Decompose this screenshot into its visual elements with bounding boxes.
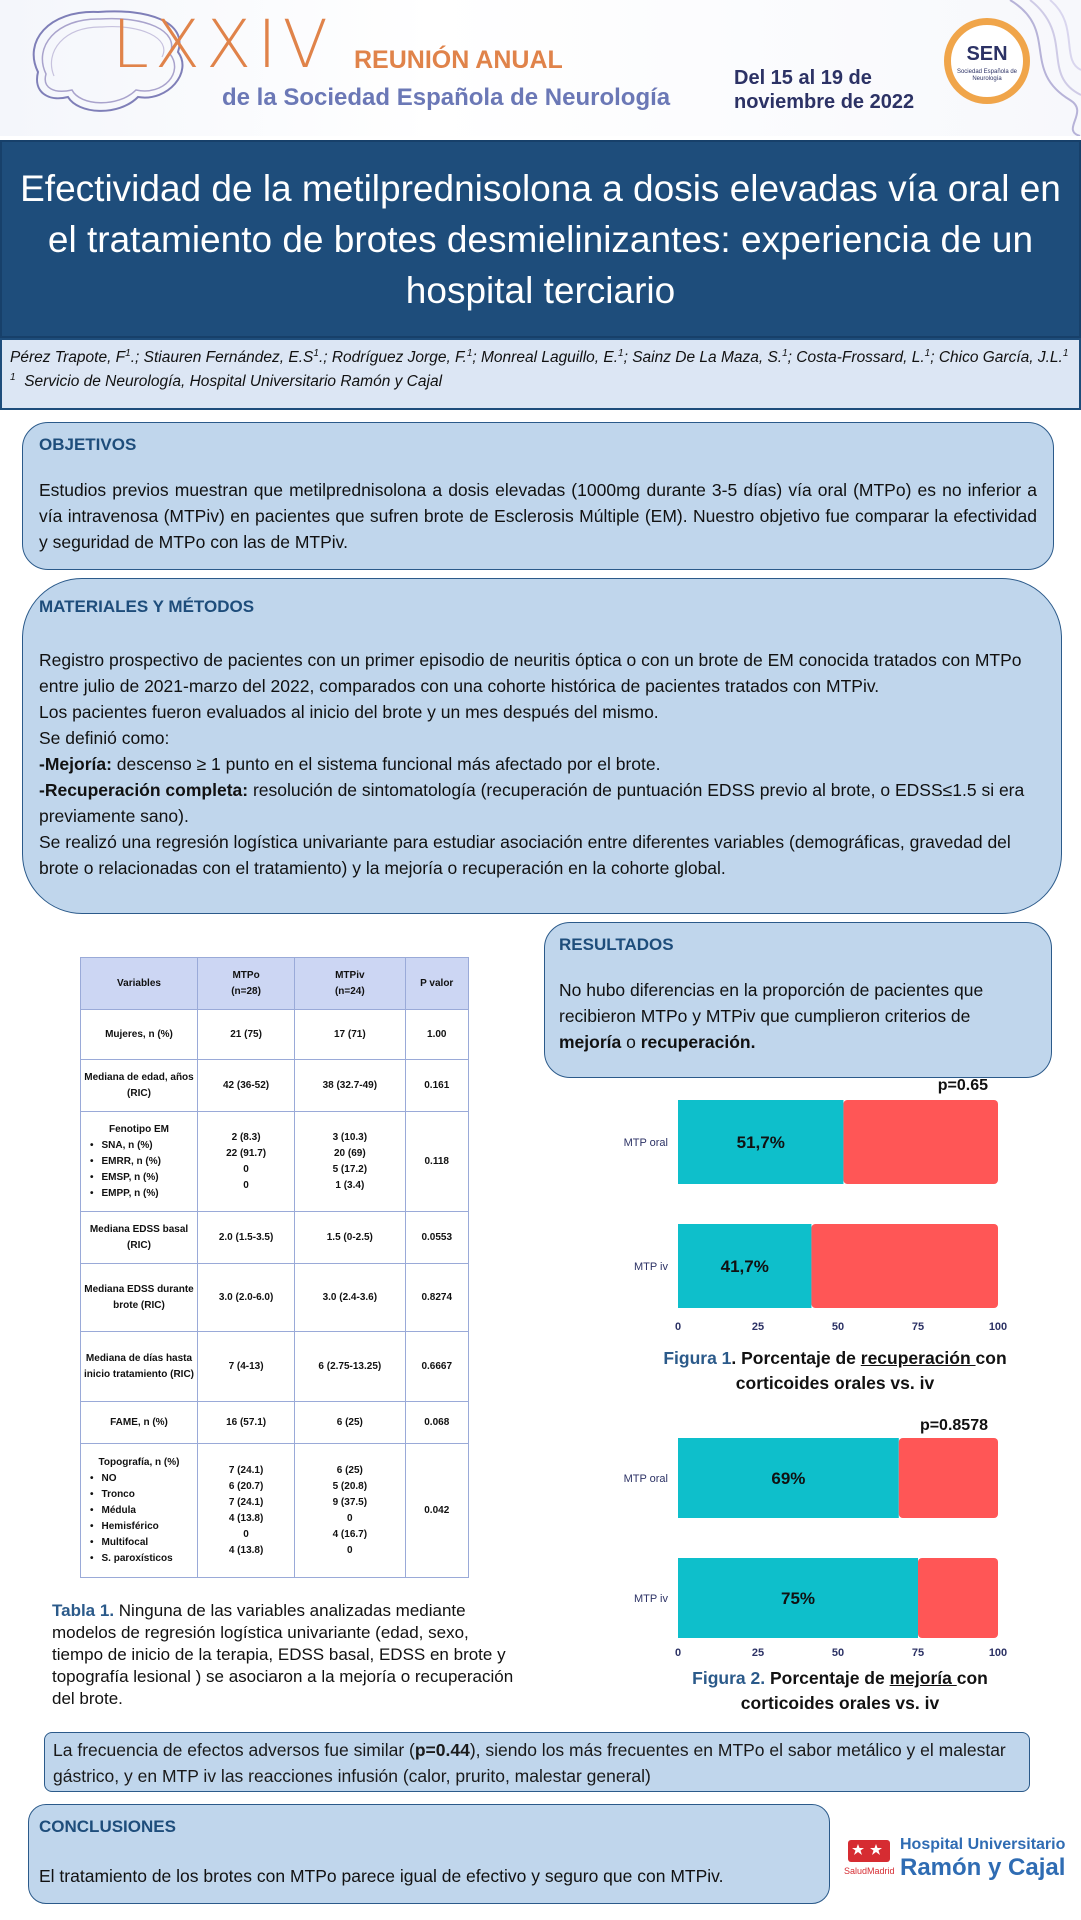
- x-tick-label: 25: [751, 1647, 765, 1659]
- cell-line: 0: [243, 1528, 249, 1540]
- recuperacion-label: -Recuperación completa:: [39, 780, 249, 800]
- figure2-svg: [604, 1418, 1044, 1668]
- objetivos-text: Estudios previos muestran que metilprednisolona a dosis elevadas (1000mg durante 3-5 días) vía oral (MTPo) es no inferior a vía intravenosa (MTPiv) en pacientes que sufren brote de Esclerosis Múltiple (EM). Nuestro objetivo fue comparar la efectividad y seguridad de MTPo con las de MTPiv.: [39, 480, 1037, 552]
- cell-line: 20 (69): [333, 1147, 366, 1159]
- chart-title: p=0.8578: [919, 1418, 988, 1434]
- madrid-stars-icon: [846, 1838, 892, 1864]
- table-header-row: [81, 958, 469, 1010]
- objetivos-section: [22, 422, 1054, 570]
- author-7: ; Chico García, J.L.: [930, 349, 1063, 367]
- author-sup: 1: [618, 348, 624, 359]
- list-item: • SNA, n (%): [90, 1138, 194, 1154]
- table-cell: [198, 1444, 295, 1578]
- table-row: [81, 1332, 469, 1402]
- fenotipo-list: [84, 1138, 194, 1202]
- author-sup: 1: [924, 348, 931, 359]
- table-cell: Mediana EDSS durante brote (RIC): [81, 1264, 198, 1332]
- adverse-text-b: ), siendo los más frecuentes en MTPo el sabor metálico y el malestar gástrico, y en MTP iv las reacciones infusión (calor, prurito, malestar general): [53, 1740, 1006, 1786]
- cell-line: 5 (20.8): [332, 1480, 368, 1492]
- bar-segment-rest: [918, 1558, 998, 1638]
- cell-line: 7 (24.1): [228, 1464, 264, 1476]
- x-tick-label: 50: [831, 1647, 845, 1659]
- topografia-label: Topografía, n (%): [98, 1456, 180, 1468]
- table-row: [81, 1010, 469, 1060]
- x-tick-label: 0: [674, 1321, 682, 1333]
- adverse-text-a: La frecuencia de efectos adversos fue similar (: [53, 1740, 415, 1760]
- metodos-body: [39, 647, 1045, 881]
- category-label: MTP oral: [623, 1473, 668, 1485]
- table-row: [81, 1060, 469, 1112]
- event-dates-line1: Del 15 al 19 de: [734, 67, 872, 89]
- recuperacion-text: resolución de sintomatología (recuperación de puntuación EDSS previo al brote, o EDSS≤1.5 si era previamente sano).: [39, 780, 1025, 826]
- table-cell: FAME, n (%): [81, 1402, 198, 1444]
- mtpo-n: (n=28): [231, 985, 261, 997]
- poster-title-box: [0, 140, 1081, 338]
- x-tick-label: 75: [911, 1321, 925, 1333]
- author-4: ; Monreal Laguillo, E.: [472, 349, 619, 367]
- table-cell: 2.0 (1.5-3.5): [198, 1212, 295, 1264]
- mejoria-label: -Mejoría:: [39, 754, 112, 774]
- table-header-mtpiv: [295, 958, 405, 1010]
- x-tick-label: 100: [988, 1321, 1008, 1333]
- resultados-recuperacion: recuperación.: [640, 1032, 756, 1052]
- figure1-caption: [630, 1346, 1040, 1396]
- table-cell: Mediana de días hasta inicio tratamiento (RIC): [81, 1332, 198, 1402]
- saludmadrid-text: SaludMadrid: [844, 1866, 895, 1876]
- figure2-caption: [660, 1666, 1020, 1716]
- sen-logo-text: SEN: [966, 43, 1008, 65]
- cell-line: 22 (91.7): [226, 1147, 267, 1159]
- x-tick-label: 75: [911, 1647, 925, 1659]
- bar-data-label: 69%: [771, 1469, 806, 1488]
- affiliation-sup: 1: [10, 372, 16, 384]
- cell-line: 7 (24.1): [228, 1496, 264, 1508]
- table-cell: 38 (32.7-49): [295, 1060, 405, 1112]
- figure2-post: con corticoides orales vs. iv: [740, 1668, 988, 1713]
- roman-numeral: LXXIV: [112, 6, 334, 83]
- cell-line: 4 (16.7): [332, 1528, 368, 1540]
- figure2-pre: Porcentaje de: [765, 1668, 890, 1688]
- metodos-recuperacion: [39, 777, 1045, 829]
- author-2: .; Stiauren Fernández, E.S: [130, 349, 314, 367]
- cell-line: 3 (10.3): [332, 1131, 368, 1143]
- chart-title: p=0.65: [937, 1077, 988, 1094]
- table-header-variables: Variables: [81, 958, 198, 1010]
- affiliation: [10, 368, 1071, 392]
- objetivos-heading: OBJETIVOS: [39, 435, 137, 454]
- sociedad-label: de la Sociedad Española de Neurología: [222, 84, 671, 111]
- metodos-p2: Los pacientes fueron evaluados al inicio del brote y un mes después del mismo.: [39, 702, 659, 722]
- hospital-logo: [840, 1836, 1076, 1880]
- bar-data-label: 75%: [780, 1589, 816, 1608]
- figure1-underlined: recuperación: [860, 1348, 976, 1368]
- poster-title: Efectividad de la metilprednisolona a dosis elevadas vía oral en el tratamiento de brotes desmielinizantes: experiencia de un hospital terciario: [20, 167, 1061, 311]
- cell-line: 4 (13.8): [228, 1512, 264, 1524]
- topografia-list: [84, 1471, 194, 1567]
- cell-line: 0: [243, 1163, 249, 1175]
- cell-line: 0: [347, 1512, 353, 1524]
- table-cell: [295, 1112, 405, 1212]
- table-row: [81, 1264, 469, 1332]
- author-sup: 1: [466, 348, 473, 359]
- table-cell: 6 (2.75-13.25): [295, 1332, 405, 1402]
- resultados-mejoria: mejoría: [559, 1032, 622, 1052]
- fenotipo-label: Fenotipo EM: [109, 1123, 169, 1135]
- bar-segment-rest: [843, 1100, 998, 1184]
- table-cell: 0.6667: [405, 1332, 469, 1402]
- table-caption-text: Ninguna de las variables analizadas mediante modelos de regresión logística univariante (edad, sexo, tiempo de inicio de la terapia, EDSS basal, EDSS en brote y topografía lesional ) se asociaron a la mejoría o recuperación del brote.: [52, 1601, 514, 1708]
- mtpiv-n: (n=24): [334, 985, 365, 997]
- list-item: • EMPP, n (%): [90, 1186, 194, 1202]
- mejoria-text: descenso ≥ 1 punto en el sistema funcional más afectado por el brote.: [111, 754, 661, 774]
- table-cell: 16 (57.1): [198, 1402, 295, 1444]
- table-row: [81, 1212, 469, 1264]
- table-cell: [81, 1444, 198, 1578]
- figure1-svg: [604, 1076, 1044, 1336]
- table-cell: 42 (36-52): [198, 1060, 295, 1112]
- table-row: [81, 1112, 469, 1212]
- figure2-chart: [604, 1418, 1044, 1673]
- cell-line: 2 (8.3): [231, 1131, 261, 1143]
- bar-data-label: 41,7%: [720, 1257, 769, 1276]
- author-3: .; Rodríguez Jorge, F.: [318, 349, 467, 367]
- table-caption-label: Tabla 1.: [52, 1601, 115, 1620]
- list-item: • Tronco: [90, 1487, 194, 1503]
- table-cell: 3.0 (2.4-3.6): [295, 1264, 405, 1332]
- figure2-label: Figura 2.: [692, 1668, 766, 1688]
- table-cell: 1.5 (0-2.5): [295, 1212, 405, 1264]
- list-item: • Multifocal: [90, 1535, 194, 1551]
- list-item: • Hemisférico: [90, 1519, 194, 1535]
- table-cell: 7 (4-13): [198, 1332, 295, 1402]
- event-dates-line2: noviembre de 2022: [734, 91, 915, 113]
- table-cell: 0.068: [405, 1402, 469, 1444]
- author-sup: 1: [782, 348, 788, 359]
- conference-banner: [0, 0, 1081, 136]
- authors-box: [0, 338, 1081, 410]
- reunion-anual-label: REUNIÓN ANUAL: [354, 46, 563, 74]
- metodos-mejoria: [39, 751, 1045, 777]
- cell-line: 6 (25): [336, 1464, 363, 1476]
- figure1-post: con corticoides orales vs. iv: [735, 1348, 1007, 1393]
- resultados-heading: RESULTADOS: [559, 935, 674, 954]
- category-label: MTP iv: [633, 1593, 668, 1605]
- sen-logo-subtext: Sociedad Española de Neurología: [956, 69, 1018, 82]
- table-cell: [81, 1112, 198, 1212]
- resultados-text-b: o: [621, 1032, 641, 1052]
- table-row: [81, 1444, 469, 1578]
- list-item: • NO: [90, 1471, 194, 1487]
- table-cell: [295, 1444, 405, 1578]
- affiliation-text: Servicio de Neurología, Hospital Universitario Ramón y Cajal: [24, 373, 443, 391]
- table-cell: Mediana de edad, años (RIC): [81, 1060, 198, 1112]
- metodos-p1: Registro prospectivo de pacientes con un primer episodio de neuritis óptica o con un brote de EM conocida tratados con MTPo entre julio de 2021-marzo del 2022, comparados con una cohorte histórica de pacientes tratados con MTPiv.: [39, 650, 1022, 696]
- hospital-line2: Ramón y Cajal: [900, 1854, 1066, 1881]
- table-cell: 0.8274: [405, 1264, 469, 1332]
- table-cell: [198, 1112, 295, 1212]
- mtpiv-label: MTPiv: [335, 969, 365, 981]
- cell-line: 4 (13.8): [228, 1544, 264, 1556]
- conclusiones-text: El tratamiento de los brotes con MTPo parece igual de efectivo y seguro que con MTPiv.: [39, 1866, 724, 1886]
- author-list: [10, 344, 1071, 368]
- table-cell: 0.161: [405, 1060, 469, 1112]
- list-item: • EMSP, n (%): [90, 1170, 194, 1186]
- decorative-swirl-icon: [1000, 0, 1081, 136]
- cell-line: 0: [243, 1179, 249, 1191]
- table-cell: 3.0 (2.0-6.0): [198, 1264, 295, 1332]
- list-item: • Médula: [90, 1503, 194, 1519]
- table-cell: 0.118: [405, 1112, 469, 1212]
- table-cell: 6 (25): [295, 1402, 405, 1444]
- resultados-text-a: No hubo diferencias en la proporción de pacientes que recibieron MTPo y MTPiv que cumplieron criterios de: [559, 980, 984, 1026]
- category-label: MTP iv: [633, 1261, 668, 1273]
- x-tick-label: 50: [831, 1321, 845, 1333]
- adverse-effects-box: [44, 1732, 1030, 1792]
- cell-line: 9 (37.5): [332, 1496, 368, 1508]
- variables-table: [80, 957, 469, 1578]
- table-cell: 1.00: [405, 1010, 469, 1060]
- metodos-p4: Se realizó una regresión logística univariante para estudiar asociación entre diferentes variables (demográficas, gravedad del brote o relacionadas con el tratamiento) y la mejoría o recuperación en la cohorte global.: [39, 832, 1011, 878]
- hospital-line1: Hospital Universitario: [900, 1836, 1066, 1853]
- x-tick-label: 0: [674, 1647, 682, 1659]
- event-dates: [734, 66, 914, 114]
- author-sup: 1: [313, 348, 319, 359]
- bar-data-label: 51,7%: [736, 1133, 785, 1152]
- cell-line: 0: [347, 1544, 353, 1556]
- adverse-pvalue: p=0.44: [414, 1740, 470, 1760]
- conclusiones-section: [28, 1804, 830, 1904]
- author-5: ; Sainz De La Maza, S.: [623, 349, 783, 367]
- metodos-section: [22, 578, 1062, 914]
- table-header-pvalor: P valor: [405, 958, 469, 1010]
- list-item: • S. paroxísticos: [90, 1551, 194, 1567]
- resultados-section: [544, 922, 1052, 1078]
- cell-line: 5 (17.2): [332, 1163, 368, 1175]
- mtpo-label: MTPo: [232, 969, 260, 981]
- conclusiones-heading: CONCLUSIONES: [39, 1817, 176, 1836]
- author-sup: 1: [1062, 348, 1069, 359]
- table-cell: Mediana EDSS basal (RIC): [81, 1212, 198, 1264]
- author-6: ; Costa-Frossard, L.: [787, 349, 925, 367]
- cell-line: 6 (20.7): [228, 1480, 264, 1492]
- table-cell: Mujeres, n (%): [81, 1010, 198, 1060]
- author-sup: 1: [125, 348, 131, 359]
- resultados-text: [559, 977, 1037, 1055]
- table-cell: 17 (71): [295, 1010, 405, 1060]
- table-cell: 0.0553: [405, 1212, 469, 1264]
- bar-segment-rest: [811, 1224, 998, 1308]
- category-label: MTP oral: [623, 1137, 668, 1149]
- table-cell: 0.042: [405, 1444, 469, 1578]
- table-header-mtpo: [198, 958, 295, 1010]
- cell-line: 1 (3.4): [335, 1179, 365, 1191]
- metodos-p3: Se definió como:: [39, 728, 170, 748]
- metodos-heading: MATERIALES Y MÉTODOS: [39, 597, 255, 616]
- table-row: [81, 1402, 469, 1444]
- x-tick-label: 25: [751, 1321, 765, 1333]
- x-tick-label: 100: [988, 1647, 1008, 1659]
- figure1-pre: . Porcentaje de: [731, 1348, 861, 1368]
- figure2-underlined: mejoría: [889, 1668, 957, 1688]
- table-cell: 21 (75): [198, 1010, 295, 1060]
- figure1-chart: [604, 1076, 1044, 1341]
- bar-segment-rest: [899, 1438, 998, 1518]
- table-caption: [52, 1600, 522, 1710]
- author-1: Pérez Trapote, F: [10, 349, 126, 367]
- figure1-label: Figura 1: [663, 1348, 732, 1368]
- list-item: • EMRR, n (%): [90, 1154, 194, 1170]
